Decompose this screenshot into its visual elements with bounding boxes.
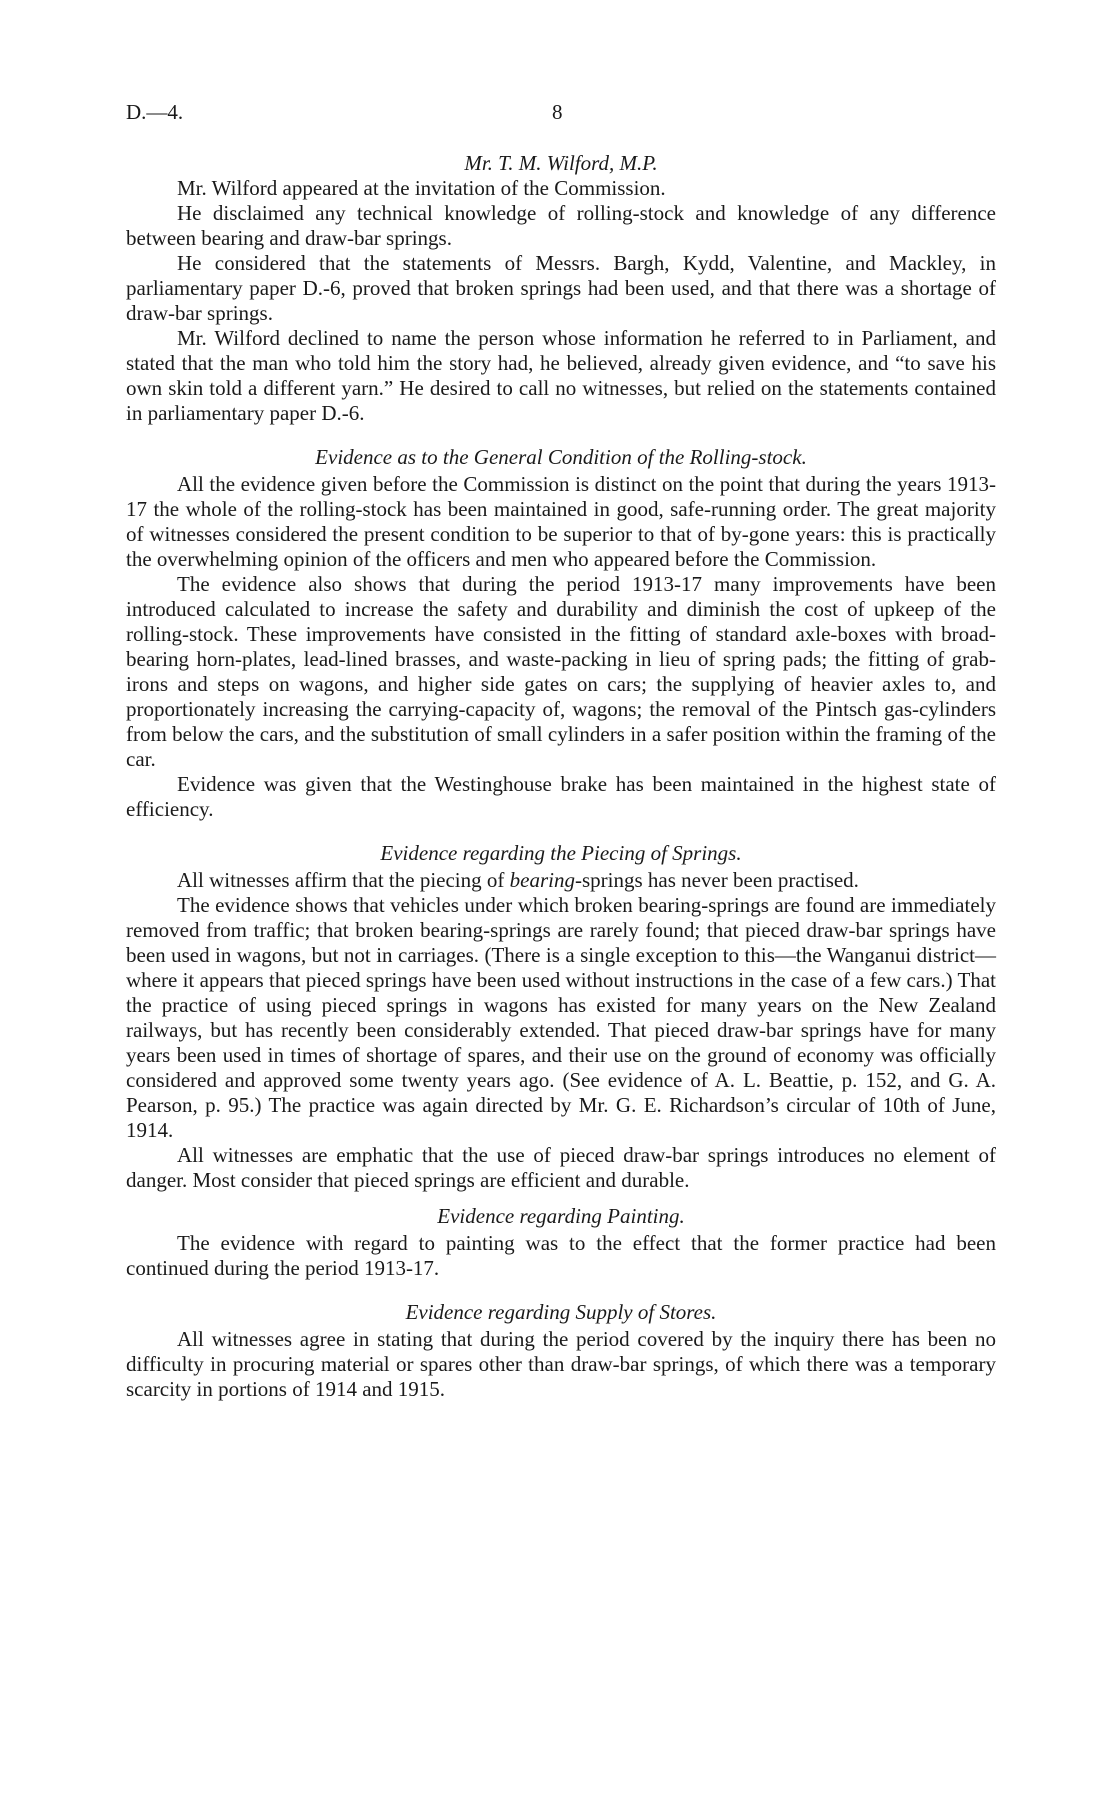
section-general-condition: [126, 444, 996, 822]
paragraph: [126, 868, 996, 893]
text-run: -springs has never been practised.: [574, 868, 859, 892]
section-supply-stores: [126, 1299, 996, 1402]
text-run: All witnesses affirm that the piecing of: [177, 868, 510, 892]
section-heading: Mr. T. M. Wilford, M.P.: [464, 151, 658, 175]
section-heading: Evidence regarding Supply of Stores.: [405, 1300, 717, 1324]
paragraph: All witnesses agree in stating that during the period covered by the inquiry there has been no difficulty in procuring material or spares other than draw-bar springs, of which there was a temporary scarcity in portions of 1914 and 1915.: [126, 1327, 996, 1401]
page-header: [126, 100, 996, 130]
paragraph: Mr. Wilford appeared at the invitation of the Commission.: [177, 176, 666, 200]
section-heading: Evidence as to the General Condition of the Rolling-stock.: [315, 445, 807, 469]
section-heading: Evidence regarding Painting.: [437, 1204, 685, 1228]
paragraph: The evidence with regard to painting was to the effect that the former practice had been continued during the period 1913-17.: [126, 1231, 996, 1280]
paragraph: He considered that the statements of Messrs. Bargh, Kydd, Valentine, and Mackley, in parliamentary paper D.-6, proved that broken springs had been used, and that there was a shortage of draw-bar springs.: [126, 251, 996, 325]
paragraph: The evidence also shows that during the period 1913-17 many improvements have been introduced calculated to increase the safety and durability and diminish the cost of upkeep of the rolling-stock. These improvements have consisted in the fitting of standard axle-boxes with broad-bearing horn-plates, lead-lined brasses, and waste-packing in lieu of spring pads; the fitting of grab-irons and steps on wagons, and higher side gates on cars; the supplying of heavier axles to, and proportionately increasing the carrying-capacity of, wagons; the removal of the Pintsch gas-cylinders from below the cars, and the substitution of small cylinders in a safer position within the framing of the car.: [126, 572, 996, 771]
section-piecing-springs: [126, 840, 996, 1193]
document-reference: D.—4.: [126, 100, 184, 124]
paragraph: The evidence shows that vehicles under which broken bearing-springs are found are immediately removed from traffic; that broken bearing-springs are rarely found; that pieced draw-bar springs have been used in wagons, but not in carriages. (There is a single exception to this—the Wanganui district—where it appears that pieced springs have been used without instructions in the case of a few cars.) That the practice of using pieced springs in wagons has existed for many years on the New Zealand railways, but has recently been considerably extended. That pieced draw-bar springs have for many years been used in times of shortage of spares, and their use on the ground of economy was officially considered and approved some twenty years ago. (See evidence of A. L. Beattie, p. 152, and G. A. Pearson, p. 95.) The practice was again directed by Mr. G. E. Richardson’s circular of 10th of June, 1914.: [126, 893, 996, 1142]
italic-term: bearing: [509, 868, 575, 892]
paragraph: Evidence was given that the Westinghouse brake has been maintained in the highest state of efficiency.: [126, 772, 996, 821]
document-page: [126, 100, 996, 1402]
paragraph: Mr. Wilford declined to name the person whose information he referred to in Parliament, and stated that the man who told him the story had, he believed, already given evidence, and “to save his own skin told a different yarn.” He desired to call no witnesses, but relied on the statements contained in parliamentary paper D.-6.: [126, 326, 996, 425]
section-wilford: [126, 150, 996, 426]
paragraph: All witnesses are emphatic that the use of pieced draw-bar springs introduces no element of danger. Most consider that pieced springs are efficient and durable.: [126, 1143, 996, 1192]
paragraph: All the evidence given before the Commission is distinct on the point that during the years 1913-17 the whole of the rolling-stock has been maintained in good, safe-running order. The great majority of witnesses considered the present condition to be superior to that of by-gone years: this is practically the overwhelming opinion of the officers and men who appeared before the Commission.: [126, 472, 996, 571]
section-painting: [126, 1203, 996, 1281]
section-heading: Evidence regarding the Piecing of Springs.: [380, 841, 742, 865]
page-number: 8: [552, 100, 563, 124]
paragraph: He disclaimed any technical knowledge of rolling-stock and knowledge of any difference between bearing and draw-bar springs.: [126, 201, 996, 250]
